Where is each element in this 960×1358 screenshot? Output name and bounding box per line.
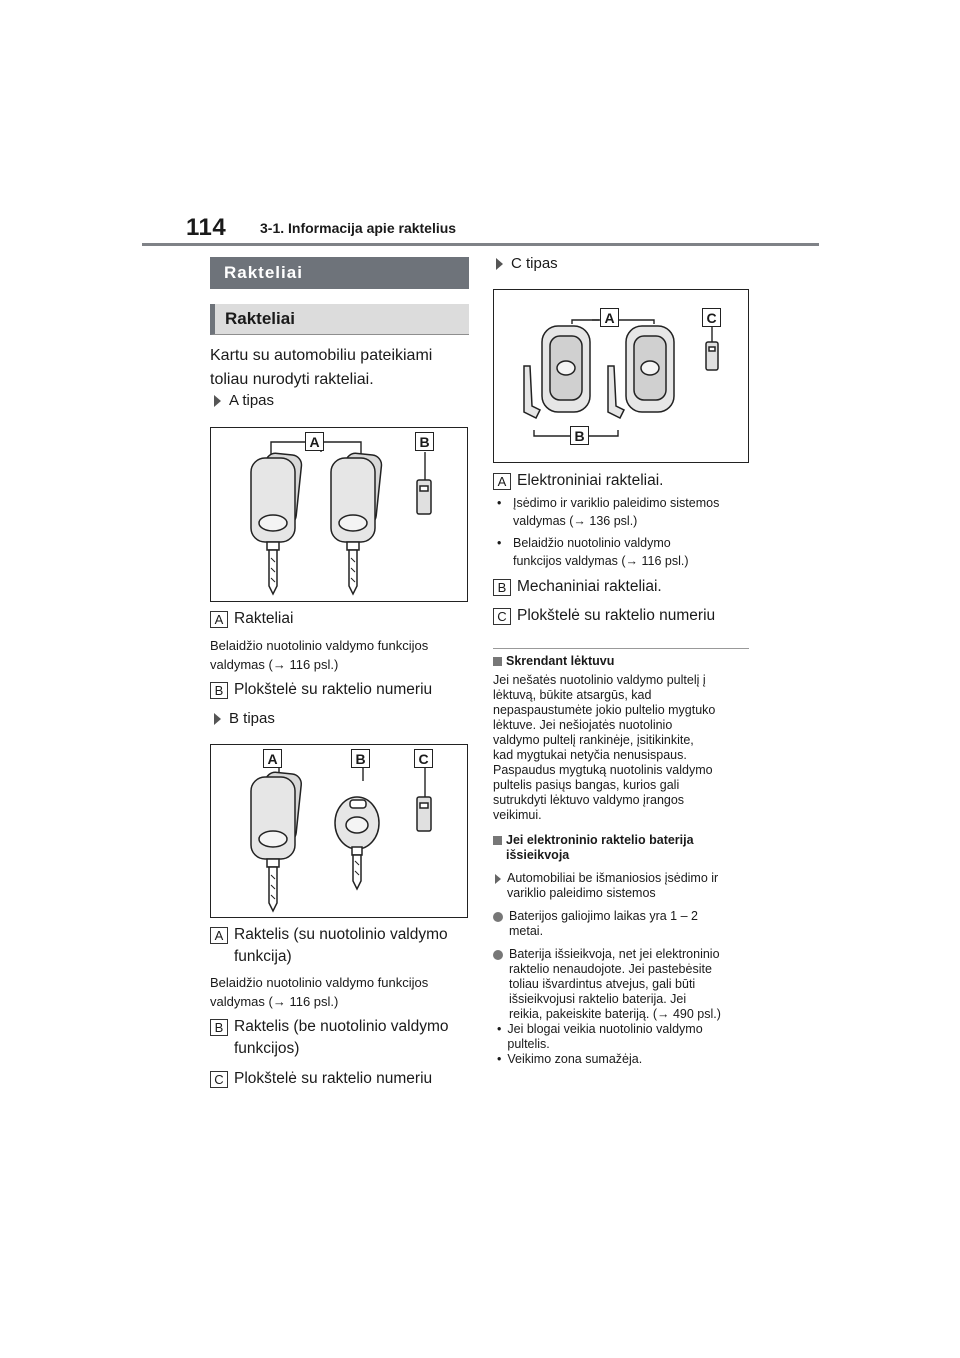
triangle-icon [214,395,221,407]
item-text [234,924,472,968]
type-c-item-a [493,470,753,492]
figure-callout: C [702,308,721,327]
type-c-bullets [497,494,753,570]
figure-callout: B [415,432,434,451]
figure-type-c [493,289,749,463]
type-a-item-a-note [210,636,470,674]
bullet-text [507,1022,702,1052]
note-title: Skrendant lėktuvu [506,654,615,668]
item-text-line: funkcijos) [234,1040,300,1057]
text-line: kad mygtukai netyčia nenusispaus. [493,748,687,762]
letter-label: A [493,473,511,490]
note-line: Belaidžio nuotolinio valdymo funkcijos [210,975,429,990]
list-item [497,494,753,530]
letter-label: B [493,579,511,596]
triangle-icon [496,258,503,270]
figure-callout: A [305,432,324,451]
figure-callout: A [600,308,619,327]
list-item [497,534,753,570]
circle-bullet-icon [493,950,503,960]
type-b-item-c [210,1068,472,1090]
intro-line: Kartu su automobiliu pateikiami [210,347,433,364]
type-b-heading [214,710,275,727]
figure-callout: C [414,749,433,768]
text-line: išsieikvojusi raktelio baterija. Jei [509,992,687,1006]
item-text: Mechaniniai rakteliai. [517,578,662,595]
bullet-text [513,494,719,530]
figure-type-a [210,427,468,602]
type-a-item-b [210,679,470,701]
text-line: nepaspaustumėte jokio pultelio mygtuko [493,703,716,717]
subsection-band [210,304,469,335]
section-band [210,257,469,289]
note-title [506,833,694,863]
notes-divider [493,648,749,649]
note-heading-airplane [493,654,755,669]
type-b-item-b [210,1016,472,1060]
text-line: Paspaudus mygtuką nuotolinis valdymo [493,763,713,777]
figure-type-b [210,744,468,918]
list-item [493,1022,755,1052]
text-line: raktelio nenaudojote. Jei pastebėsite [509,962,712,976]
intro-text [210,344,470,392]
letter-label: A [210,927,228,944]
text-line: Jei nešatės nuotolinio valdymo pultelį į [493,673,706,687]
square-bullet-icon [493,657,502,666]
item-text: Elektroniniai rakteliai. [517,472,664,489]
keys-illustration-b [211,745,467,917]
type-b-item-a [210,924,472,968]
text-line: metai. [509,924,544,938]
text-line: valdymo pultelį rankinėje, įsitikinkite, [493,733,694,747]
text-line: Baterija išsieikvoja, net jei elektroninio [509,947,720,961]
page-number: 114 [186,214,227,241]
bullet-text [513,534,689,570]
point-text [509,909,698,939]
letter-label: B [210,1019,228,1036]
circle-bullet-icon [493,912,503,922]
figure-callout: B [570,426,589,445]
item-text: Rakteliai [234,610,294,627]
figure-callout: B [351,749,370,768]
figure-callout: A [263,749,282,768]
letter-label: C [493,608,511,625]
triangle-icon [214,713,221,725]
battery-subheading [493,871,755,901]
text-line: veikimui. [493,808,542,822]
bullet-dot: • [497,1022,502,1036]
bullet-dot: • [497,1052,502,1066]
note-title-line: išsieikvoja [506,848,570,862]
item-text: Plokštelė su raktelio numeriu [234,681,433,698]
subheading-text [507,871,718,901]
item-text: Plokštelė su raktelio numeriu [234,1070,433,1087]
section-band-label: Rakteliai [224,263,303,282]
item-text [234,1016,472,1060]
keys-illustration-a [211,428,467,601]
bullet-line: Įsėdimo ir variklio paleidimo sistemos [513,496,720,510]
text-line: pultelis. [507,1037,550,1051]
type-a-heading [214,392,274,409]
letter-label: A [210,611,228,628]
note-title-line: Jei elektroninio raktelio baterija [506,833,694,847]
battery-point-1 [493,909,755,939]
section-title: 3-1. Informacija apie raktelius [260,220,457,236]
intro-line: toliau nurodyti rakteliai. [210,371,374,388]
type-b-title: B tipas [229,710,275,727]
type-c-heading [496,255,558,272]
text-line: reikia, pakeiskite bateriją. (→ 490 psl.) [509,1007,721,1021]
text-line: toliau išvardintus atvejus, gali būti [509,977,696,991]
note-heading-battery [493,833,755,863]
note-line: valdymas (→ 116 psl.) [210,657,339,672]
bullet-line: valdymas (→ 136 psl.) [513,514,638,528]
airplane-paragraph [493,673,755,823]
text-line: lėktuve. Jei nešiojatės nuotolinio [493,718,673,732]
note-line: Belaidžio nuotolinio valdymo funkcijos [210,638,429,653]
text-line: Automobiliai be išmaniosios įsėdimo ir [507,871,719,885]
bullet-dot: • [497,496,502,510]
text-line: Veikimo zona sumažėja. [507,1052,643,1066]
item-text-line: Raktelis (su nuotolinio valdymo [234,926,448,943]
subsection-band-label: Rakteliai [225,309,295,328]
text-line: sutrukdyti lėktuvo valdymo įrangos [493,793,685,807]
triangle-icon [495,874,501,884]
type-b-item-a-note [210,973,470,1011]
text-line: lėktuvą, būkite atsargūs, kad [493,688,652,702]
point-text [509,947,721,1022]
item-text: Plokštelė su raktelio numeriu [517,607,716,624]
letter-label: B [210,682,228,699]
type-a-title: A tipas [229,392,275,409]
battery-point-2 [493,947,755,1022]
notes-section [493,654,755,1067]
list-item [493,1052,755,1067]
type-c-title: C tipas [511,255,558,272]
text-line: Jei blogai veikia nuotolinio valdymo [507,1022,703,1036]
bullet-line: Belaidžio nuotolinio valdymo [513,536,671,550]
item-text-line: Raktelis (be nuotolinio valdymo [234,1018,449,1035]
note-line: valdymas (→ 116 psl.) [210,994,339,1009]
type-c-item-c [493,605,753,627]
type-a-item-a [210,608,470,630]
bullet-line: funkcijos valdymas (→ 116 psl.) [513,554,689,568]
letter-label: C [210,1071,228,1088]
header-rule [142,243,819,246]
text-line: pultelis pasiųs bangas, kurios gali [493,778,680,792]
item-text-line: funkcija) [234,948,292,965]
type-c-item-b [493,576,753,598]
bullet-dot: • [497,536,502,550]
text-line: Baterijos galiojimo laikas yra 1 – 2 [509,909,698,923]
square-bullet-icon [493,836,502,845]
text-line: variklio paleidimo sistemos [507,886,656,900]
